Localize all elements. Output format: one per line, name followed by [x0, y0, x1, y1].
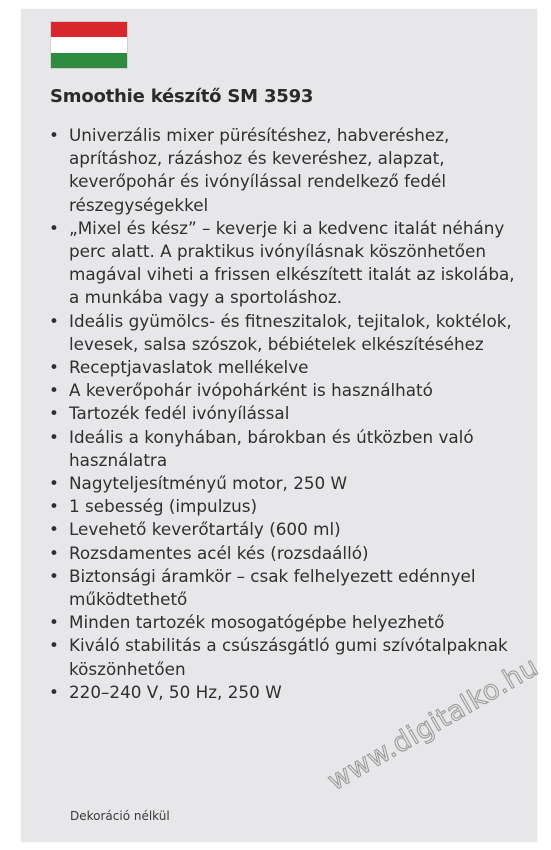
flag-stripe-green: [51, 53, 127, 68]
feature-item: • Tartozék fedél ivónyílással: [48, 402, 518, 425]
feature-list: [48, 124, 518, 704]
footnote: Dekoráció nélkül: [70, 809, 170, 823]
feature-item: • Univerzális mixer pürésítéshez, habveréshez, aprításhoz, rázáshoz és keveréshez, alapzat, keverőpohár és ivónyílással rendelkező fedél részegységekkel: [48, 124, 518, 217]
feature-item: • Levehető keverőtartály (600 ml): [48, 518, 518, 541]
watermark: www.digitalko.hu: [322, 651, 544, 797]
feature-item: • Nagyteljesítményű motor, 250 W: [48, 472, 518, 495]
feature-item: • „Mixel és kész” – keverje ki a kedvenc italát néhány perc alatt. A praktikus ivónyílásnak köszönhetően magával viheti a frissen elkészített italát az iskolába, a munkába vagy a sportoláshoz.: [48, 217, 518, 310]
flag-stripe-red: [51, 22, 127, 37]
feature-item: • Receptjavaslatok mellékelve: [48, 356, 518, 379]
product-title: Smoothie készítő SM 3593: [50, 86, 314, 107]
feature-item: • 220–240 V, 50 Hz, 250 W: [48, 681, 518, 704]
feature-item: • Biztonsági áramkör – csak felhelyezett edénnyel működtethető: [48, 565, 518, 611]
feature-item: • Kiváló stabilitás a csúszásgátló gumi szívótalpaknak köszönhetően: [48, 634, 518, 680]
feature-item: • Ideális gyümölcs- és fitneszitalok, tejitalok, koktélok, levesek, salsa szószok, bébiételek elkészítéséhez: [48, 310, 518, 356]
hungarian-flag-icon: [50, 21, 128, 69]
feature-item: • A keverőpohár ivópohárként is használható: [48, 379, 518, 402]
feature-item: • 1 sebesség (impulzus): [48, 495, 518, 518]
flag-stripe-white: [51, 37, 127, 52]
feature-item: • Ideális a konyhában, bárokban és útközben való használatra: [48, 426, 518, 472]
feature-item: • Rozsdamentes acél kés (rozsdaálló): [48, 542, 518, 565]
feature-item: • Minden tartozék mosogatógépbe helyezhető: [48, 611, 518, 634]
